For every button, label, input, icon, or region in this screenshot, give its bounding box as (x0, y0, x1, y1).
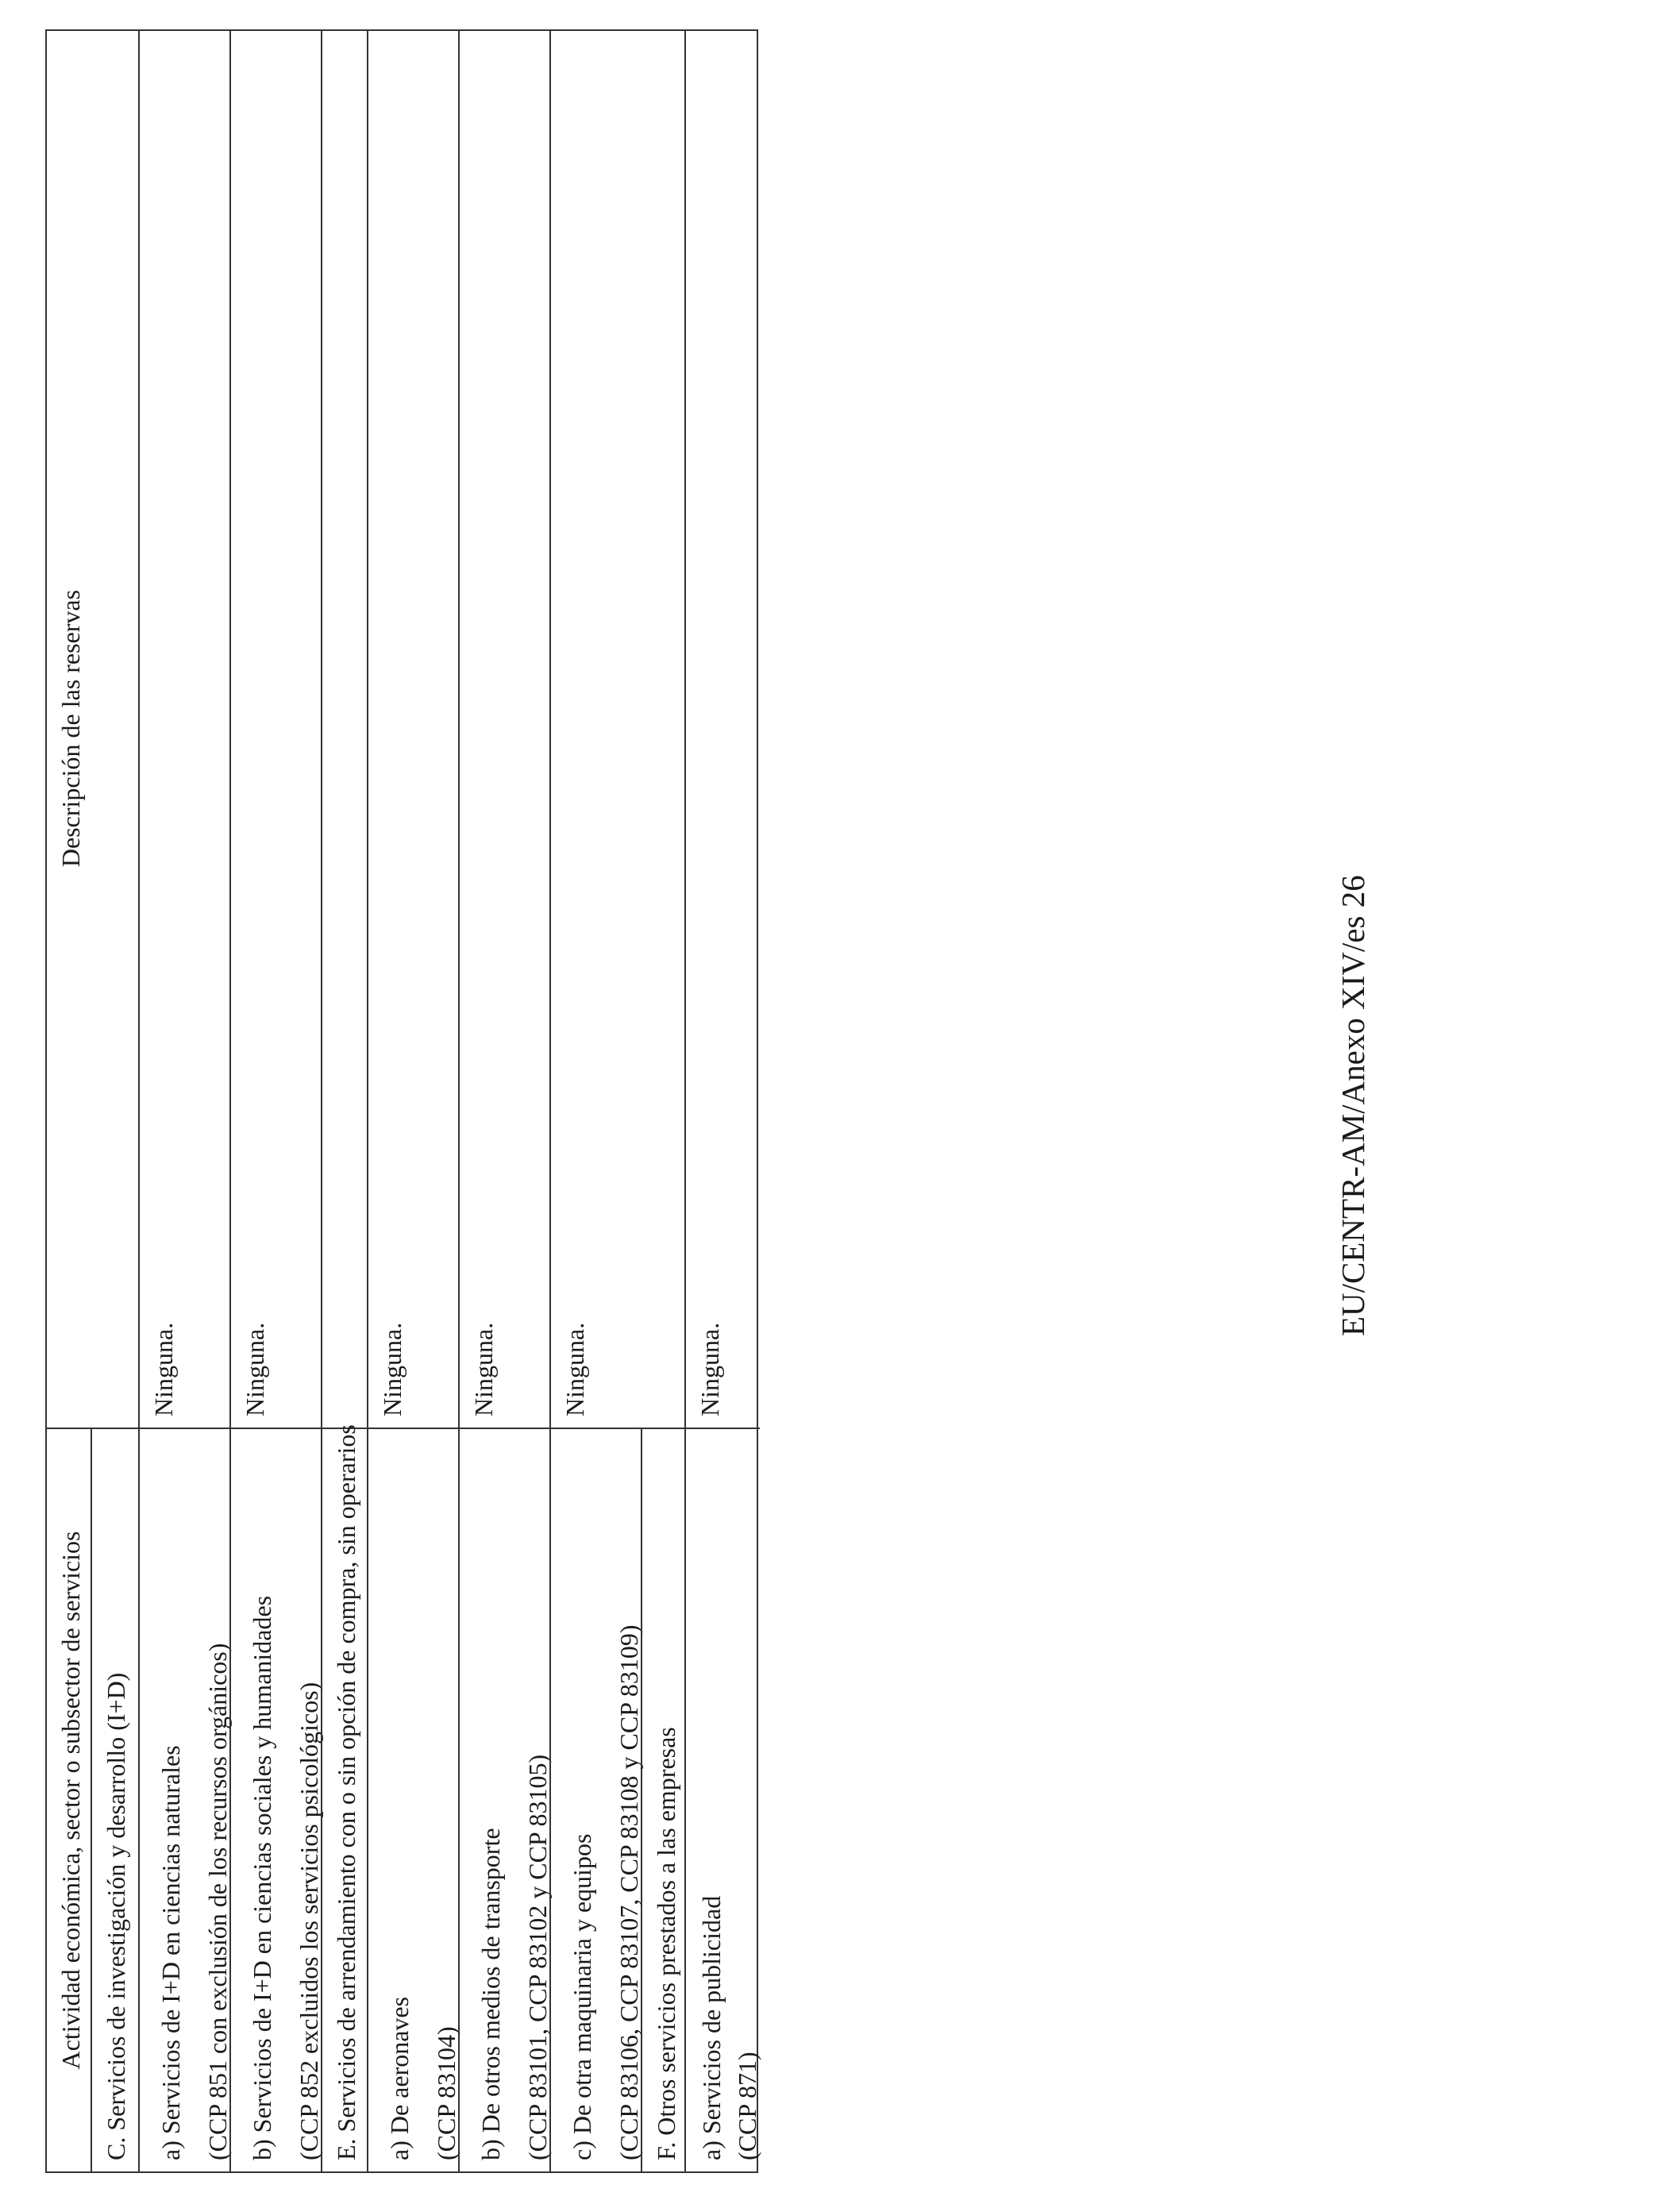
section-title: F. Otros servicios prestados a las empresas (652, 1727, 680, 2160)
section-row-e (321, 31, 367, 2171)
table-row (229, 31, 321, 2171)
table-row (138, 31, 232, 2171)
table-row (549, 31, 641, 2171)
activity-text (468, 1755, 561, 2160)
activity-line: b) De otros medios de transporte (476, 1828, 505, 2160)
activity-line: c) De otra maquinaria y equipos (568, 1833, 596, 2160)
activity-code: (CCP 852 excluidos los servicios psicológicos) (295, 1682, 323, 2160)
activity-line: b) Servicios de I+D en ciencias sociales y humanidades (248, 1595, 276, 2160)
activity-line: a) Servicios de publicidad (697, 1895, 726, 2160)
activity-text (376, 1997, 470, 2160)
activity-text (559, 1625, 653, 2161)
activity-code: (CCP 871) (733, 2052, 761, 2160)
document-reference: EU/CENTR-AM/Anexo XIV/es 26 (1335, 875, 1371, 1336)
table-row (458, 31, 552, 2171)
reserve-text: Ninguna. (696, 1322, 724, 1416)
activity-line: a) Servicios de I+D en ciencias naturales (156, 1745, 185, 2160)
section-title: E. Servicios de arrendamiento con o sin opción de compra, sin operarios (332, 1424, 360, 2160)
activity-text (694, 1896, 765, 2160)
header-cell-activity (47, 1429, 91, 2171)
section-row-c (91, 1429, 138, 2171)
header-activity-label: Actividad económica, sector o subsector de servicios (56, 1531, 85, 2070)
reserve-text: Ninguna. (469, 1322, 498, 1416)
reserve-text: Ninguna. (149, 1322, 178, 1416)
activity-text (148, 1643, 241, 2160)
activity-text (239, 1596, 333, 2160)
activity-code: (CCP 83101, CCP 83102 y CCP 83105) (523, 1754, 552, 2160)
section-title: C. Servicios de investigación y desarrollo (I+D) (102, 1672, 130, 2160)
header-reserves-label: Descripción de las reservas (56, 589, 85, 868)
table-row (367, 31, 458, 2171)
table-header-row (47, 31, 91, 2171)
activity-line: a) De aeronaves (385, 1996, 414, 2160)
reserve-text: Ninguna. (561, 1322, 589, 1416)
activity-code: (CCP 83106, CCP 83107, CCP 83108 y CCP 83109) (615, 1624, 643, 2160)
reserve-text: Ninguna. (241, 1322, 269, 1416)
reservations-table (45, 29, 761, 2173)
reserve-text: Ninguna. (378, 1322, 407, 1416)
activity-code: (CCP 83104) (432, 2026, 460, 2160)
activity-code: (CCP 851 con exclusión de los recursos orgánicos) (203, 1643, 232, 2160)
table-row (684, 31, 760, 2171)
section-row-f (641, 1429, 684, 2171)
